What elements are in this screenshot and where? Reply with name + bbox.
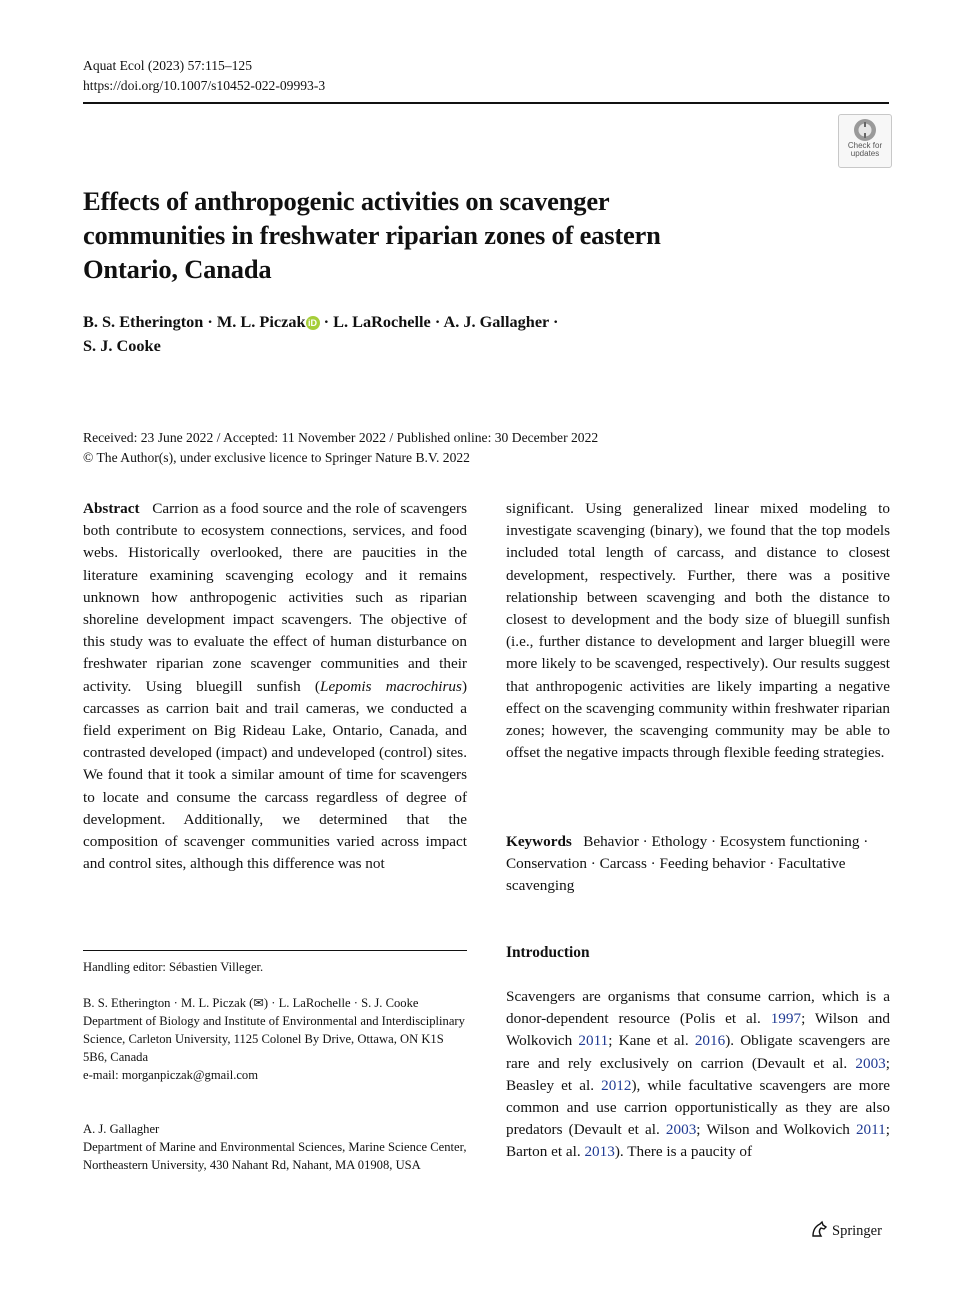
dates-line: Received: 23 June 2022 / Accepted: 11 November 2022 / Published online: 30 December 2022 [83, 430, 599, 445]
affiliation-department: Department of Biology and Institute of Environmental and Interdisciplinary Science, Carleton University, 1125 Colonel By Drive, Ottawa, ON K1S 5B6, Canada [83, 1014, 465, 1064]
abstract-continued: significant. Using generalized linear mixed modeling to investigate scavenging (binary), we found that the top models included total length of carcass, and distance to closest development, respectively. Further, there was a positive relationship between scavenging and both the distance to closest to development and the body size of bluegill sunfish (i.e., further distance to development and larger bluegill were more likely to be scavenged, respectively). Our results suggest that anthropogenic activities are likely imparting a negative effect on the scavenging community within freshwater riparian zones; however, the scavenging community may be able to offset the negative impacts through flexible feeding strategies. [506, 500, 890, 762]
header-rule [83, 102, 889, 104]
author-email[interactable]: e-mail: morganpiczak@gmail.com [83, 1068, 259, 1082]
title-line: Ontario, Canada [83, 254, 272, 284]
author-list [83, 310, 643, 358]
crossmark-icon [853, 118, 877, 142]
authors-part-3: S. J. Cooke [83, 336, 161, 355]
intro-text: ; Kane et al. [608, 1032, 695, 1050]
copyright-line: © The Author(s), under exclusive licence to Springer Nature B.V. 2022 [83, 450, 470, 465]
journal-citation: Aquat Ecol (2023) 57:115–125 [83, 58, 253, 73]
abstract-label: Abstract [83, 500, 140, 517]
check-for-updates-badge[interactable] [838, 114, 892, 168]
citation-link[interactable]: 1997 [770, 1010, 802, 1028]
abstract-left-column [83, 498, 467, 875]
abstract-right-column [506, 498, 890, 764]
title-line: communities in freshwater riparian zones of eastern [83, 220, 661, 250]
intro-text: ; Beasley et al. [506, 1054, 890, 1094]
introduction-text [506, 986, 890, 1164]
publisher-name: Springer [832, 1223, 882, 1239]
affiliation-2 [83, 1120, 467, 1174]
intro-text: ; Barton et al. [506, 1121, 890, 1161]
publication-dates [83, 428, 598, 468]
crossmark-label-1: Check for [847, 141, 883, 150]
journal-header [83, 56, 325, 96]
citation-link[interactable]: 2003 [665, 1121, 697, 1139]
intro-text: ; Wilson and Wolkovich [506, 1010, 890, 1050]
doi-link[interactable]: https://doi.org/10.1007/s10452-022-09993-3 [83, 78, 326, 93]
citation-link[interactable]: 2013 [584, 1143, 615, 1161]
keywords-list: Behavior · Ethology · Ecosystem functioning · Conservation · Carcass · Feeding behavior · Facultative scavenging [506, 833, 869, 895]
affiliation-authors: A. J. Gallagher [83, 1122, 160, 1136]
affiliation-1 [83, 994, 467, 1084]
authors-part-2: · L. LaRochelle · A. J. Gallagher · [319, 312, 559, 331]
affiliation-authors: B. S. Etherington · M. L. Piczak (✉) · L. LaRochelle · S. J. Cooke [83, 996, 419, 1010]
intro-text: ). Obligate scavengers are rare and rely exclusively on carrion (Devault et al. [506, 1032, 890, 1072]
authors-part-1: B. S. Etherington · M. L. Piczak [83, 312, 306, 331]
footnote-rule [83, 950, 467, 951]
handling-editor: Handling editor: Sébastien Villeger. [83, 960, 264, 974]
abstract-text: ) carcasses as carrion bait and trail cameras, we conducted a field experiment on Big Rideau Lake, Ontario, Canada, and contrasted developed (impact) and undeveloped (control) sites. We found that it took a similar amount of time for scavengers to locate and consume the carcass regardless of degree of development. Additionally, we determined that the composition of scavenger communities varied across impact and control sites, although this difference was not [83, 677, 467, 873]
citation-link[interactable]: 2003 [855, 1054, 886, 1072]
title-line: Effects of anthropogenic activities on scavenger [83, 186, 610, 216]
intro-text: ). There is a paucity of [614, 1143, 753, 1161]
crossmark-label-2: updates [850, 149, 880, 158]
springer-logo [810, 1220, 882, 1242]
intro-text: ), while facultative scavengers are more common and use carrion opportunistically as they are also predators (Devault et al. [506, 1076, 890, 1139]
citation-link[interactable]: 2011 [578, 1032, 609, 1050]
keywords [506, 831, 890, 898]
citation-link[interactable]: 2011 [855, 1121, 886, 1139]
intro-text: Scavengers are organisms that consume carrion, which is a donor-dependent resource (Polis et al. [506, 988, 890, 1028]
introduction-heading: Introduction [506, 944, 590, 961]
springer-horse-icon [810, 1220, 828, 1238]
keywords-label: Keywords [506, 833, 572, 850]
citation-link[interactable]: 2012 [601, 1076, 632, 1094]
affiliation-department: Department of Marine and Environmental Sciences, Marine Science Center, Northeastern University, 430 Nahant Rd, Nahant, MA 01908, USA [83, 1140, 467, 1172]
citation-link[interactable]: 2016 [694, 1032, 726, 1050]
abstract-text: Carrion as a food source and the role of scavengers both contribute to ecosystem connections, services, and food webs. Historically overlooked, there are paucities in the literature examining scavenging ecology and it remains unknown how anthropogenic activities such as riparian shoreline development impact scavengers. The objective of this study was to evaluate the effect of human disturbance on freshwater riparian zone scavenger communities and their activity. Using bluegill sunfish ( [83, 500, 467, 695]
species-name: Lepomis macrochirus [320, 677, 462, 695]
orcid-icon[interactable]: iD [306, 316, 320, 330]
article-title [83, 184, 763, 286]
intro-text: ; Wilson and Wolkovich [696, 1121, 856, 1139]
